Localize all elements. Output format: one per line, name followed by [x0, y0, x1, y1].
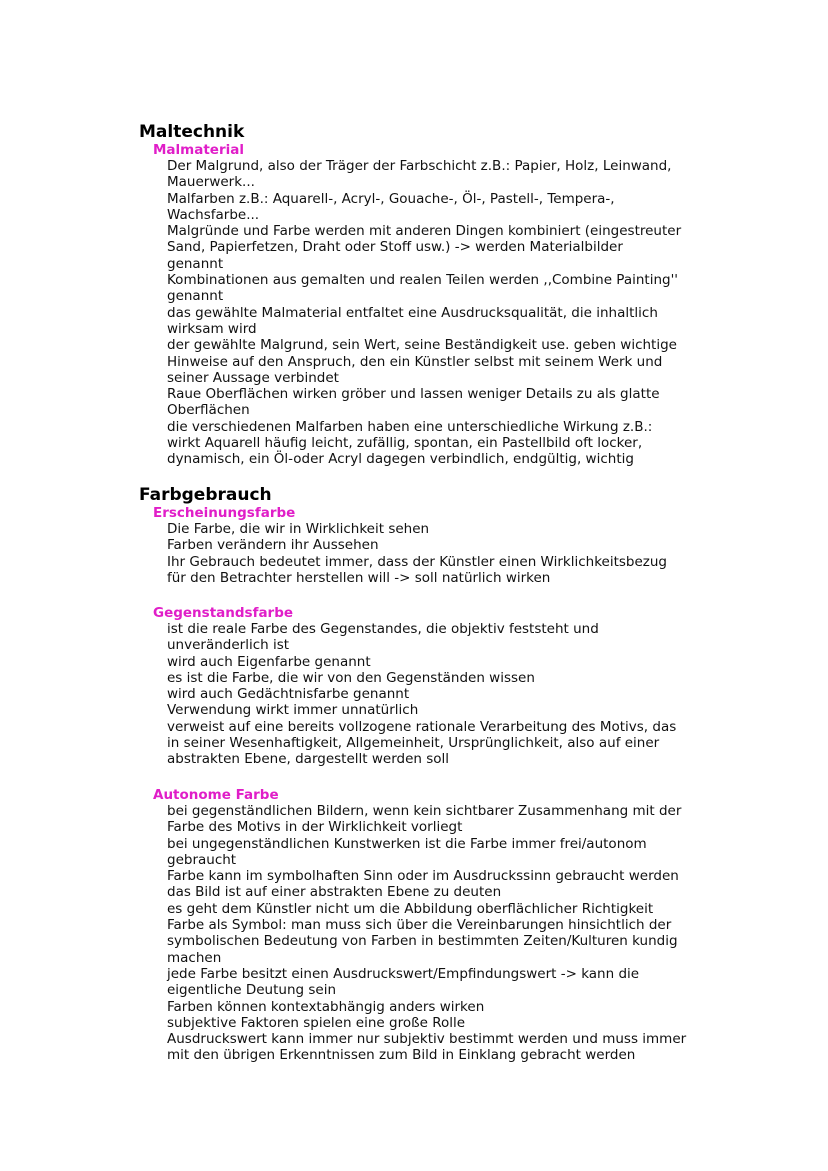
- erscheinungsfarbe-list: [167, 521, 712, 586]
- list-item: das gewählte Malmaterial entfaltet eine Ausdrucksqualität, die inhaltlich wirksam wird: [167, 304, 658, 337]
- list-item: es ist die Farbe, die wir von den Gegenständen wissen: [167, 669, 535, 686]
- list-item: Kombinationen aus gemalten und realen Teilen werden ,,Combine Painting'' genannt: [167, 272, 679, 305]
- list-item: das Bild ist auf einer abstrakten Ebene zu deuten: [167, 884, 502, 901]
- section-title-maltechnik: Maltechnik: [139, 122, 245, 142]
- list-item: Verwendung wirkt immer unnatürlich: [167, 702, 419, 719]
- list-item: bei ungegenständlichen Kunstwerken ist die Farbe immer frei/autonom gebraucht: [167, 835, 647, 868]
- subsection-title-erscheinungsfarbe: Erscheinungsfarbe: [153, 505, 296, 521]
- list-item: bei gegenständlichen Bildern, wenn kein sichtbarer Zusammenhang mit der Farbe des Motivs in der Wirklichkeit vorliegt: [167, 803, 682, 836]
- list-item: Die Farbe, die wir in Wirklichkeit sehen: [167, 521, 430, 537]
- malmaterial-list: [167, 158, 712, 468]
- list-item: Farben verändern ihr Aussehen: [167, 537, 379, 554]
- list-item: ist die reale Farbe des Gegenstandes, die objektiv feststeht und unveränderlich ist: [167, 621, 599, 654]
- list-item: Farben können kontextabhängig anders wirken: [167, 998, 485, 1015]
- list-item: Malfarben z.B.: Aquarell-, Acryl-, Gouache-, Öl-, Pastell-, Tempera-, Wachsfarbe...: [167, 190, 615, 223]
- list-item: wird auch Gedächtnisfarbe genannt: [167, 686, 410, 703]
- list-item: Farbe als Symbol: man muss sich über die Vereinbarungen hinsichtlich der symbolischen Bedeutung von Farben in bestimmten Zeiten/Kulturen kundig machen: [167, 917, 678, 966]
- list-item: der gewählte Malgrund, sein Wert, seine Beständigkeit use. geben wichtige Hinweise auf den Anspruch, den ein Künstler selbst mit seinem Werk und seiner Aussage verbindet: [167, 337, 677, 386]
- list-item: subjektive Faktoren spielen eine große Rolle: [167, 1014, 466, 1031]
- list-item: Raue Oberflächen wirken gröber und lassen weniger Details zu als glatte Oberflächen: [167, 386, 660, 419]
- list-item: es geht dem Künstler nicht um die Abbildung oberflächlicher Richtigkeit: [167, 900, 654, 917]
- list-item: Der Malgrund, also der Träger der Farbschicht z.B.: Papier, Holz, Leinwand, Mauerwerk...: [167, 158, 672, 191]
- subsection-title-gegenstandsfarbe: Gegenstandsfarbe: [153, 605, 294, 621]
- list-item: jede Farbe besitzt einen Ausdruckswert/Empfindungswert -> kann die eigentliche Deutung sein: [167, 965, 640, 999]
- list-item: wird auch Eigenfarbe genannt: [167, 653, 371, 670]
- subsection-title-autonome-farbe: Autonome Farbe: [153, 787, 279, 803]
- list-item: Malgründe und Farbe werden mit anderen Dingen kombiniert (eingestreuter Sand, Papierfetzen, Draht oder Stoff usw.) -> werden Materialbilder genannt: [167, 223, 682, 272]
- list-item: Farbe kann im symbolhaften Sinn oder im Ausdruckssinn gebraucht werden: [167, 868, 679, 885]
- list-item: verweist auf eine bereits vollzogene rationale Verarbeitung des Motivs, das in seiner Wesenhaftigkeit, Allgemeinheit, Ursprünglichkeit, also auf einer abstrakten Ebene, dargestellt werden soll: [167, 718, 677, 768]
- list-item: Ihr Gebrauch bedeutet immer, dass der Künstler einen Wirklichkeitsbezug für den Betrachter herstellen will -> soll natürlich wirken: [167, 553, 668, 586]
- list-item: die verschiedenen Malfarben haben eine unterschiedliche Wirkung z.B.: wirkt Aquarell häufig leicht, zufällig, spontan, ein Pastellbild oft locker, dynamisch, ein Öl-oder Acryl dagegen verbindlich, endgültig, wichtig: [167, 418, 653, 468]
- gegenstandsfarbe-list: [167, 621, 712, 768]
- subsection-title-malmaterial: Malmaterial: [153, 142, 244, 158]
- autonome-farbe-list: [167, 803, 712, 1064]
- section-title-farbgebrauch: Farbgebrauch: [139, 485, 272, 505]
- list-item: Ausdruckswert kann immer nur subjektiv bestimmt werden und muss immer mit den übrigen Erkenntnissen zum Bild in Einklang gebracht werden: [167, 1031, 687, 1064]
